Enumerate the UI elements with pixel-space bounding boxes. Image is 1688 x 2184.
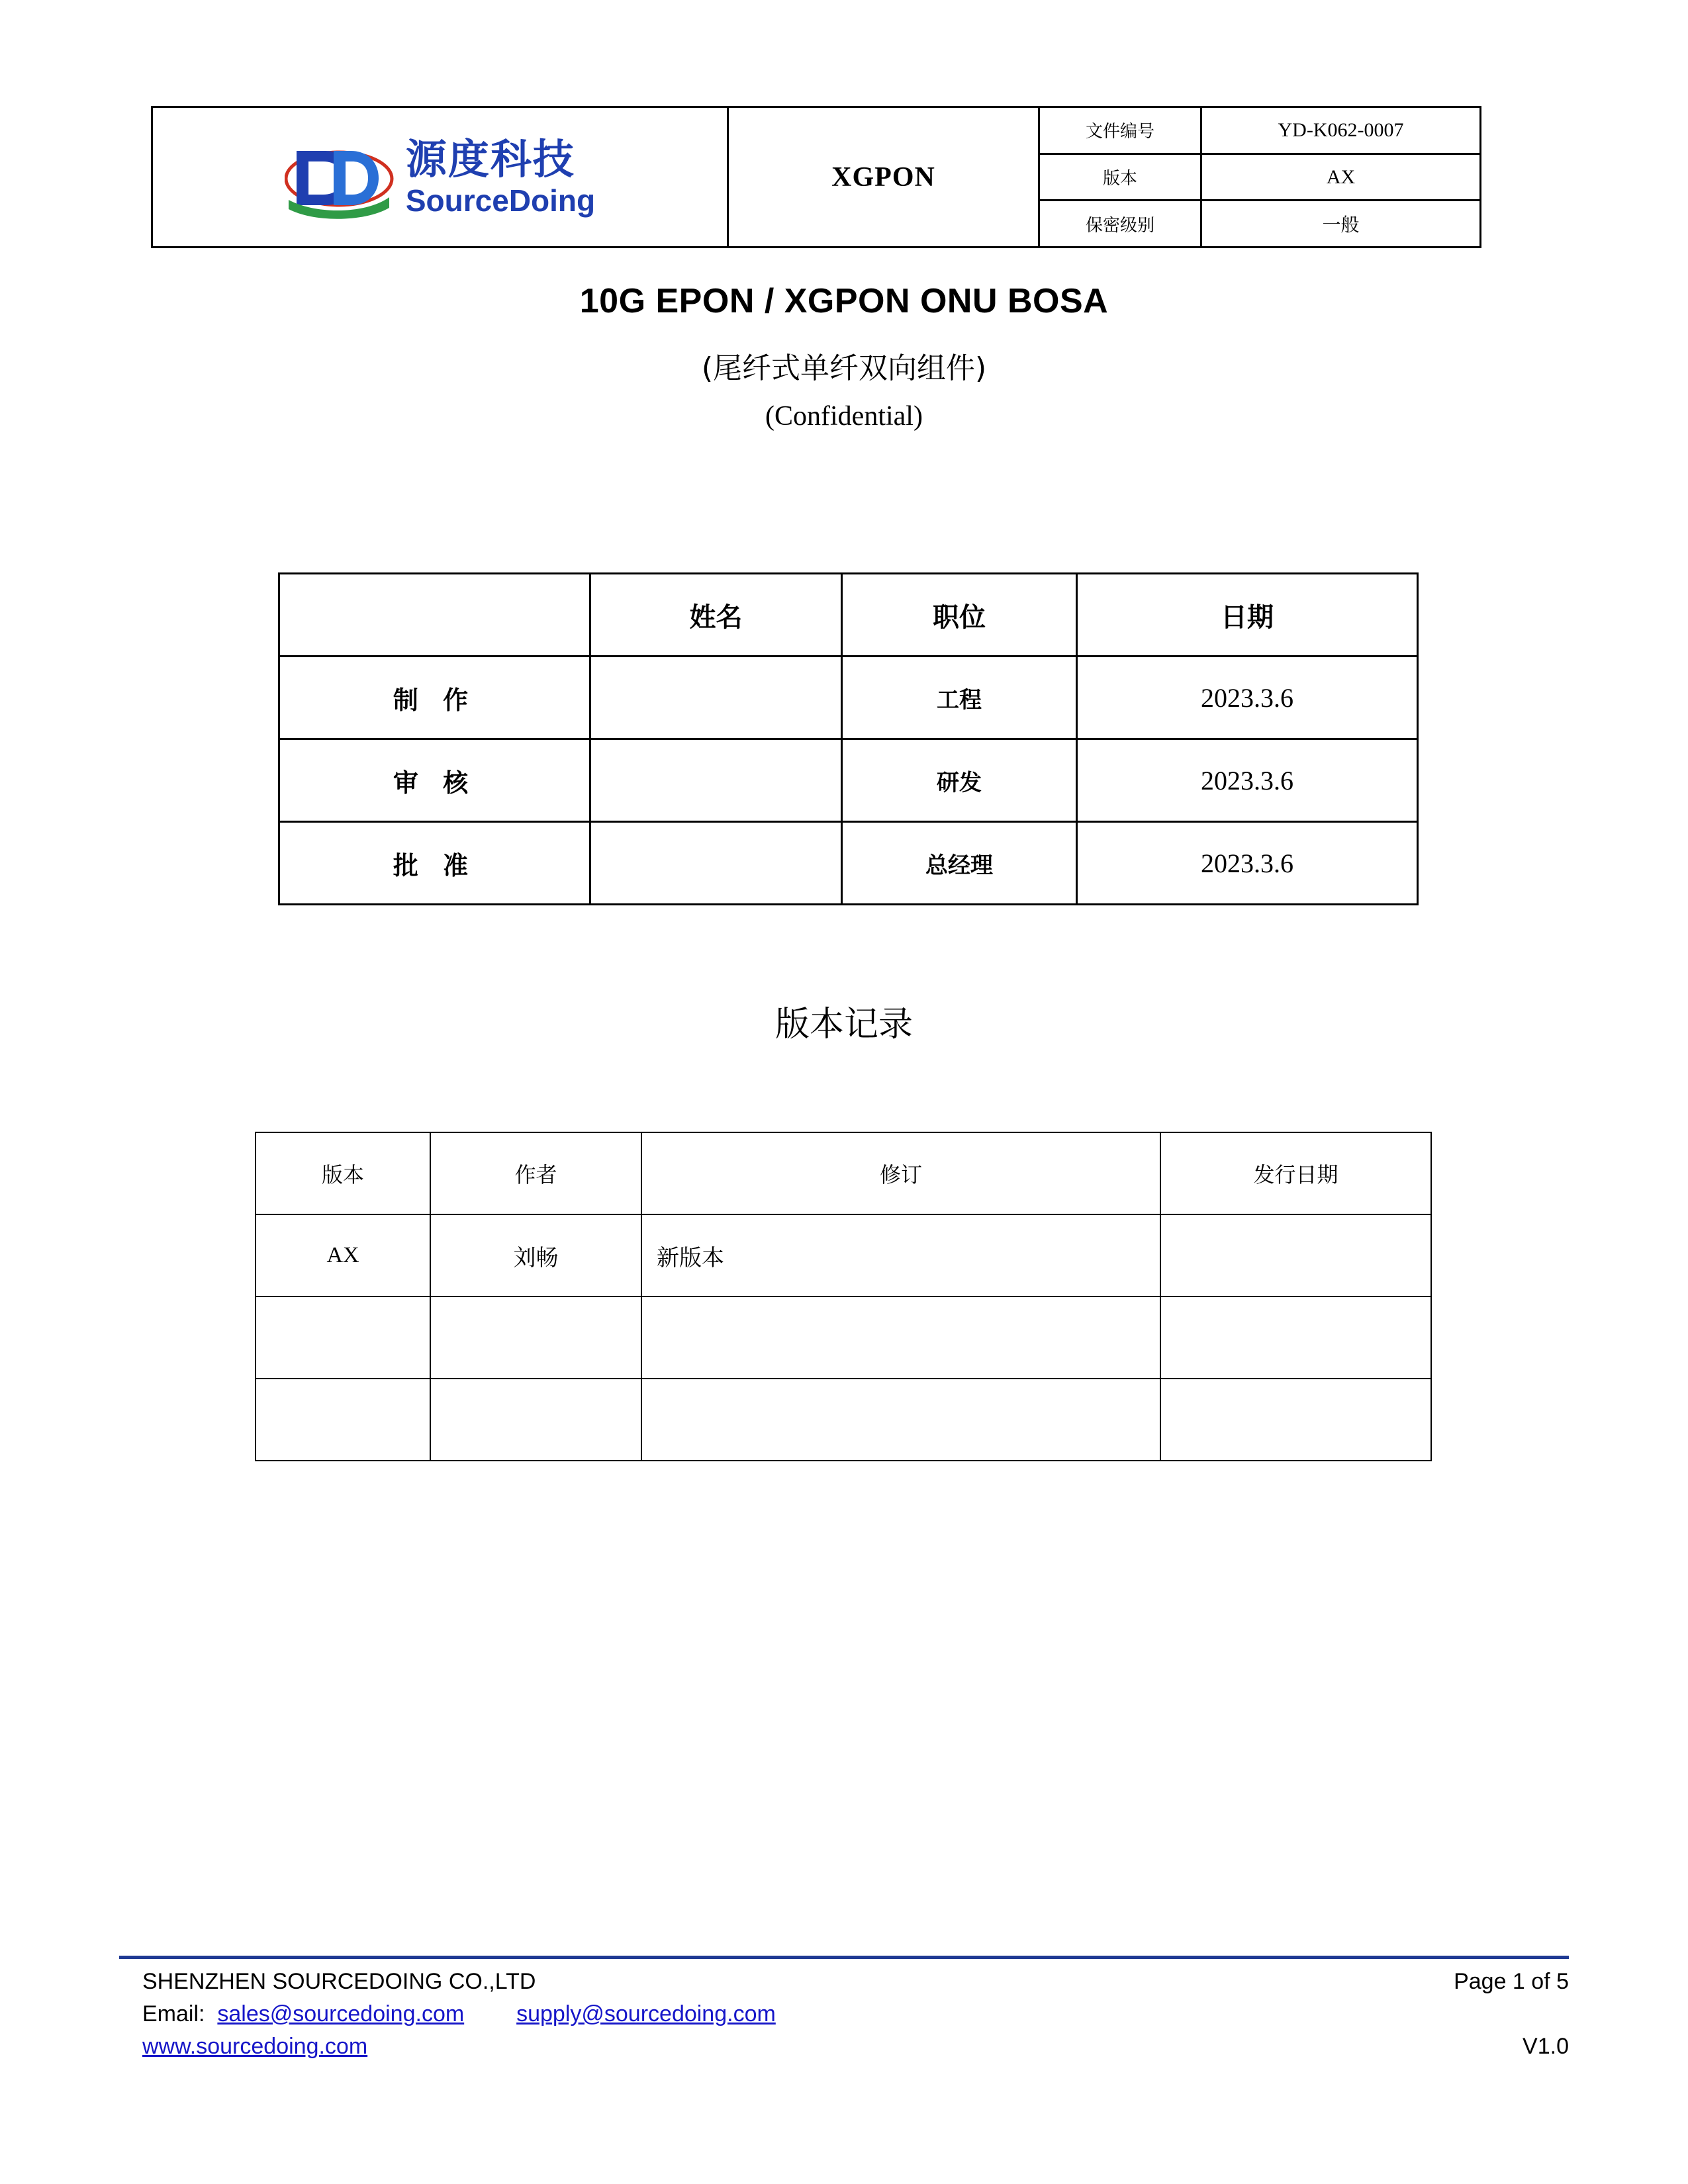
footer-doc-version: V1.0	[1523, 2034, 1569, 2059]
logo-text	[405, 134, 596, 218]
logo-text-en: SourceDoing	[405, 183, 596, 218]
signature-header-position: 职位	[842, 574, 1077, 657]
signature-table	[278, 572, 1419, 905]
signature-date-approve: 2023.3.6	[1077, 822, 1418, 905]
signature-row-label-prepare: 制 作	[279, 657, 590, 739]
table-row	[256, 1297, 1431, 1379]
signature-row-label-review: 审 核	[279, 739, 590, 822]
version-cell-author: 刘畅	[430, 1214, 641, 1297]
version-header-version: 版本	[256, 1132, 430, 1214]
table-row	[256, 1379, 1431, 1461]
footer-email-label: Email:	[142, 2001, 205, 2026]
version-header-date: 发行日期	[1160, 1132, 1431, 1214]
company-logo	[285, 131, 595, 224]
version-record-table	[255, 1132, 1432, 1461]
signature-role-prepare: 工程	[842, 657, 1077, 739]
footer-emails	[142, 2001, 776, 2027]
version-cell-date	[1160, 1297, 1431, 1379]
version-cell-version	[256, 1297, 430, 1379]
footer-line-website	[142, 2034, 1569, 2060]
table-row	[256, 1132, 1431, 1214]
signature-name-prepare	[590, 657, 842, 739]
signature-header-blank	[279, 574, 590, 657]
header-meta-row	[1040, 155, 1479, 202]
version-header-author: 作者	[430, 1132, 641, 1214]
table-row	[279, 657, 1418, 739]
signature-date-prepare: 2023.3.6	[1077, 657, 1418, 739]
version-cell-version: AX	[256, 1214, 430, 1297]
footer-website	[142, 2034, 367, 2060]
version-cell-revision	[641, 1379, 1160, 1461]
signature-header-date: 日期	[1077, 574, 1418, 657]
meta-value-doc-number: YD-K062-0007	[1278, 118, 1404, 141]
version-header-revision: 修订	[641, 1132, 1160, 1214]
version-cell-revision: 新版本	[641, 1214, 1160, 1297]
table-row	[279, 574, 1418, 657]
footer-divider	[119, 1956, 1569, 1959]
meta-label-confidentiality: 保密级别	[1040, 201, 1202, 246]
footer-email-sales-link[interactable]: sales@sourcedoing.com	[217, 2001, 465, 2026]
header-meta-row	[1040, 108, 1479, 155]
table-row	[279, 739, 1418, 822]
header-meta-row	[1040, 201, 1479, 246]
page-title: 10G EPON / XGPON ONU BOSA	[579, 282, 1109, 320]
header-logo-cell	[153, 108, 729, 246]
footer-email-supply-link[interactable]: supply@sourcedoing.com	[516, 2001, 776, 2026]
footer-website-link[interactable]: www.sourcedoing.com	[142, 2034, 368, 2059]
version-cell-author	[430, 1379, 641, 1461]
footer-company-name: SHENZHEN SOURCEDOING CO.,LTD	[142, 1969, 536, 1994]
version-cell-date	[1160, 1214, 1431, 1297]
version-cell-revision	[641, 1297, 1160, 1379]
meta-label-version: 版本	[1040, 155, 1202, 200]
signature-role-review: 研发	[842, 739, 1077, 822]
signature-row-label-approve: 批 准	[279, 822, 590, 905]
footer-page-number: Page 1 of 5	[1454, 1969, 1569, 1994]
version-cell-date	[1160, 1379, 1431, 1461]
version-cell-version	[256, 1379, 430, 1461]
signature-header-name: 姓名	[590, 574, 842, 657]
footer-line-email	[142, 2001, 1569, 2027]
logo-text-cn: 源度科技	[405, 134, 575, 183]
header-center-title: XGPON	[729, 108, 1040, 246]
meta-value-confidentiality: 一般	[1322, 214, 1360, 236]
confidential-label: (Confidential)	[765, 401, 923, 432]
logo-mark-icon	[285, 131, 394, 224]
version-cell-author	[430, 1297, 641, 1379]
page-footer	[142, 1969, 1569, 2066]
meta-label-doc-number: 文件编号	[1040, 108, 1202, 153]
meta-value-version: AX	[1326, 165, 1356, 188]
signature-name-approve	[590, 822, 842, 905]
table-row	[279, 822, 1418, 905]
footer-line-company	[142, 1969, 1569, 1995]
document-header-table	[151, 106, 1481, 248]
page-subtitle: (尾纤式单纤双向组件)	[701, 351, 987, 385]
signature-role-approve: 总经理	[842, 822, 1077, 905]
version-record-heading: 版本记录	[774, 1005, 913, 1044]
signature-date-review: 2023.3.6	[1077, 739, 1418, 822]
table-row	[256, 1214, 1431, 1297]
signature-name-review	[590, 739, 842, 822]
header-meta-cell	[1040, 108, 1479, 246]
